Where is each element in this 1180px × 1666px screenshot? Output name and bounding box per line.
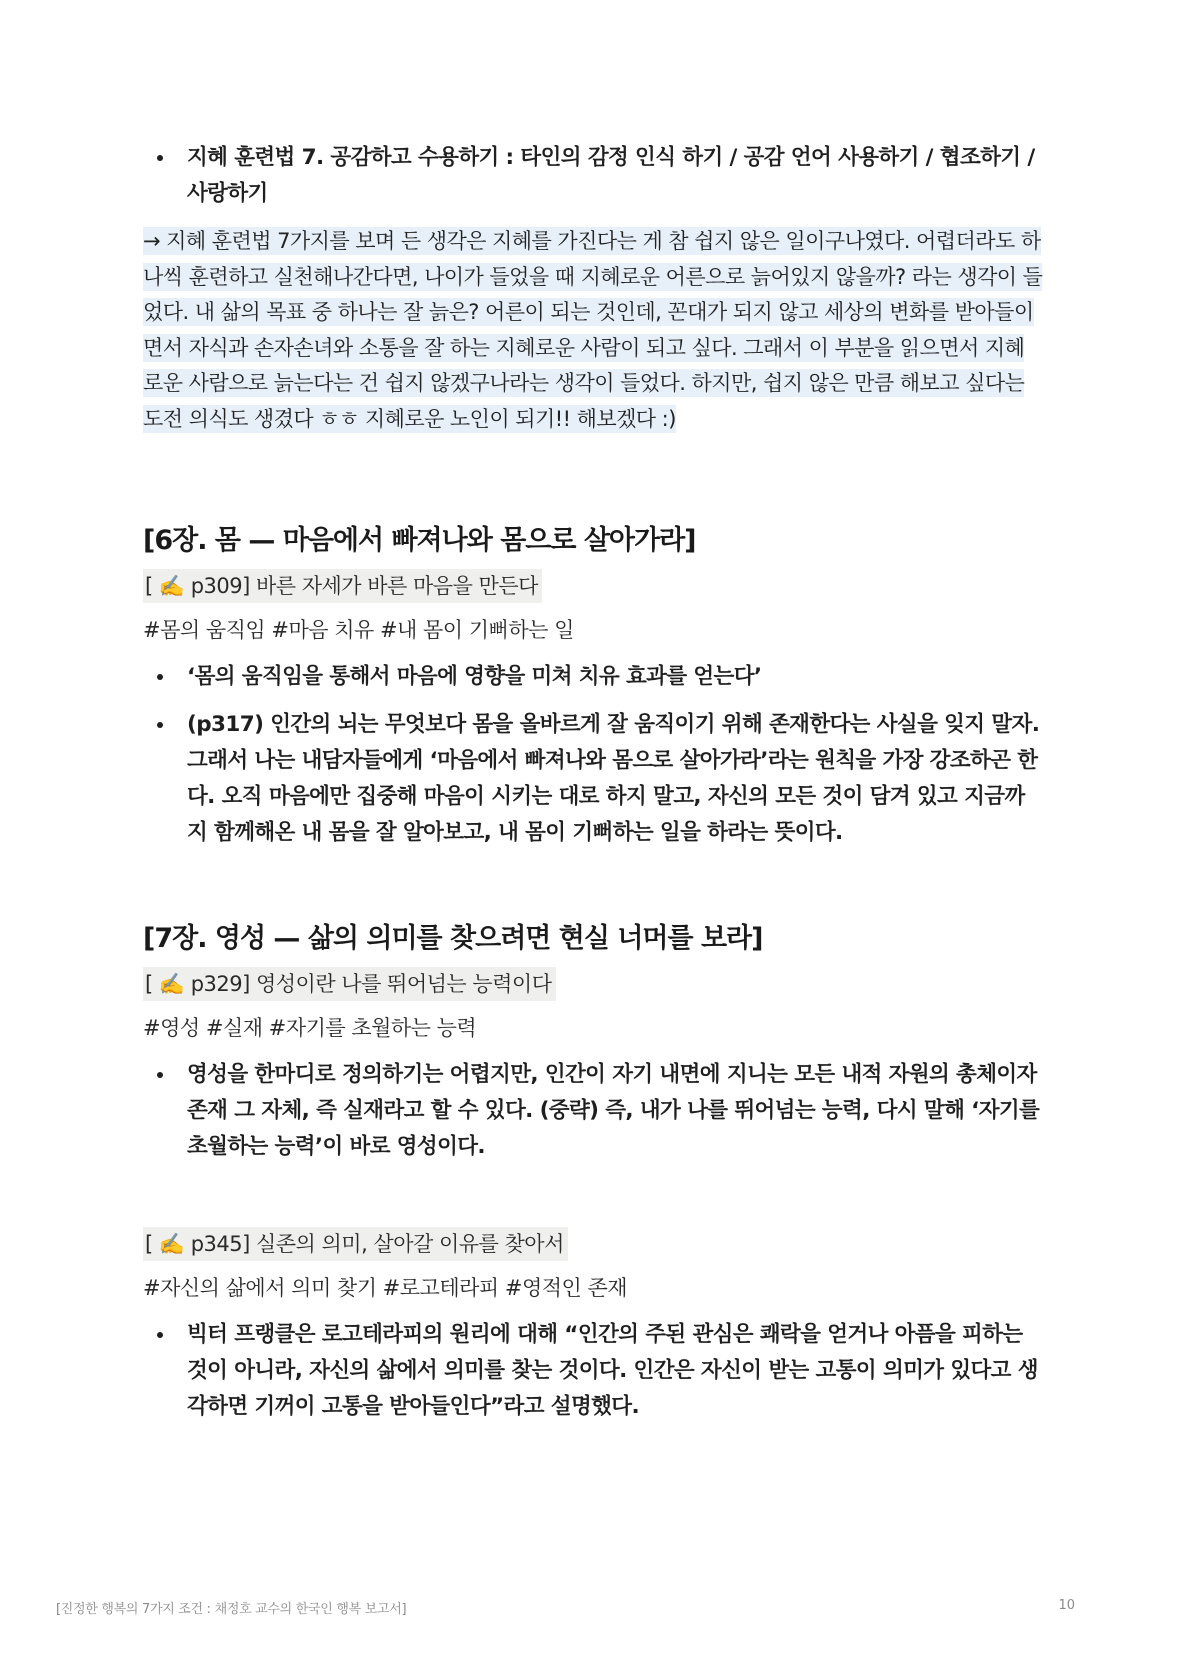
reflection-paragraph: [143, 224, 1043, 437]
highlighted-reflection: → 지혜 훈련법 7가지를 보며 든 생각은 지혜를 가진다는 게 참 쉽지 않은 일이구나였다. 어렵더라도 하나씩 훈련하고 실천해나간다면, 나이가 들었을 때 지혜로운 어른으로 늙어있지 않을까? 라는 생각이 들었다. 내 삶의 목표 중 하나는 잘 늙은? 어른이 되는 것인데, 꼰대가 되지 않고 세상의 변화를 받아들이면서 자식과 손자손녀와 소통을 잘 하는 지혜로운 사람이 되고 싶다. 그래서 이 부분을 읽으면서 지혜로운 사람으로 늙는다는 건 쉽지 않겠구나라는 생각이 들었다. 하지만, 쉽지 않은 만큼 해보고 싶다는 도전 의식도 생겼다 ㅎㅎ 지혜로운 노인이 되기!! 해보겠다 :): [143, 229, 1043, 431]
page-number: 10: [1058, 1598, 1075, 1613]
chapter-7-title: [7장. 영성 — 삶의 의미를 찾으려면 현실 너머를 보라]: [143, 923, 763, 954]
bullet-viktor-frankl: 빅터 프랭클은 로고테라피의 원리에 대해 “인간의 주된 관심은 쾌락을 얻거나 아픔을 피하는 것이 아니라, 자신의 삶에서 의미를 찾는 것이다. 인간은 자신이 받는 고통이 의미가 있다고 생각하면 기꺼이 고통을 받아들인다”라고 설명했다.: [143, 1317, 1043, 1425]
chapter-6-bullets: [143, 659, 1043, 851]
quote-tag-p345: [ ✍️ p345] 실존의 의미, 살아갈 이유를 찾아서: [143, 1227, 568, 1261]
hashtags-meaning: #자신의 삶에서 의미 찾기 #로고테라피 #영적인 존재: [143, 1276, 628, 1300]
hashtags-chapter-6: #몸의 움직임 #마음 치유 #내 몸이 기뻐하는 일: [143, 618, 574, 642]
bullet-body-movement: ‘몸의 움직임을 통해서 마음에 영향을 미쳐 치유 효과를 얻는다’: [143, 659, 1043, 695]
bullet-wisdom-training-7: 지혜 훈련법 7. 공감하고 수용하기 : 타인의 감정 인식 하기 / 공감 언어 사용하기 / 협조하기 / 사랑하기: [143, 140, 1043, 212]
footer-book-title: [진정한 행복의 7가지 조건 : 채정호 교수의 한국인 행복 보고서]: [56, 1602, 407, 1617]
chapter-6-title: [6장. 몸 — 마음에서 빠져나와 몸으로 살아가라]: [143, 525, 696, 556]
hashtags-spirituality: #영성 #실재 #자기를 초월하는 능력: [143, 1016, 477, 1040]
bullet-spirituality-definition: 영성을 한마디로 정의하기는 어렵지만, 인간이 자기 내면에 지니는 모든 내적 자원의 총체이자 존재 그 자체, 즉 실재라고 할 수 있다. (중략) 즉, 내가 나를 뛰어넘는 능력, 다시 말해 ‘자기를 초월하는 능력’이 바로 영성이다.: [143, 1057, 1043, 1165]
wisdom-training-list: [143, 140, 1043, 212]
chapter-7-bullets-2: [143, 1317, 1043, 1425]
quote-tag-p309: [ ✍️ p309] 바른 자세가 바른 마음을 만든다: [143, 569, 542, 603]
quote-tag-p329: [ ✍️ p329] 영성이란 나를 뛰어넘는 능력이다: [143, 967, 556, 1001]
bullet-p317: (p317) 인간의 뇌는 무엇보다 몸을 올바르게 잘 움직이기 위해 존재한다는 사실을 잊지 말자. 그래서 나는 내담자들에게 ‘마음에서 빠져나와 몸으로 살아가라’라는 원칙을 가장 강조하곤 한다. 오직 마음에만 집중해 마음이 시키는 대로 하지 말고, 자신의 모든 것이 담겨 있고 지금까지 함께해온 내 몸을 잘 알아보고, 내 몸이 기뻐하는 일을 하라는 뜻이다.: [143, 707, 1043, 851]
page-content: [143, 140, 1043, 1437]
chapter-7-bullets-1: [143, 1057, 1043, 1165]
